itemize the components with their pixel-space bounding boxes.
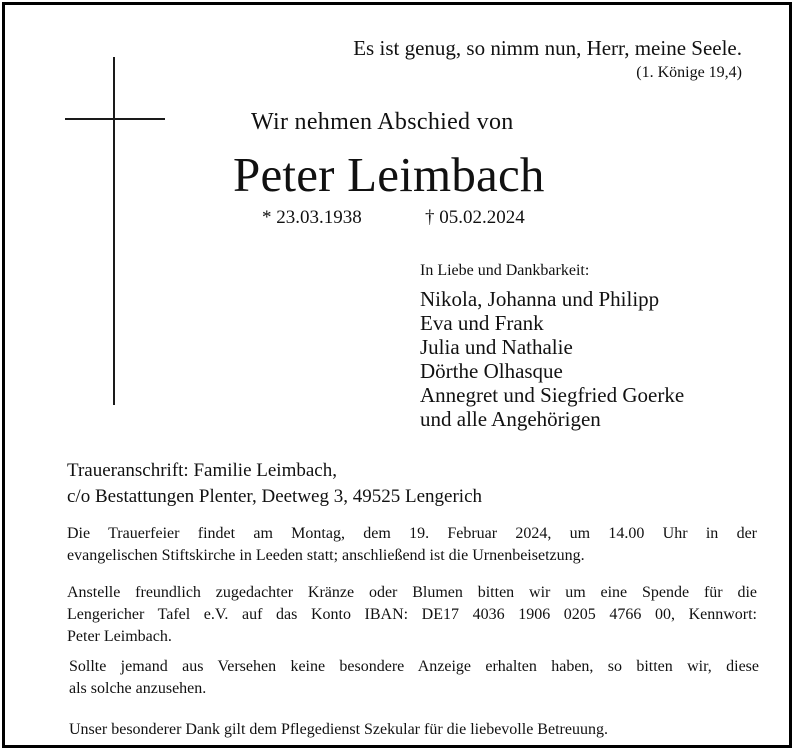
mourning-address — [67, 458, 482, 510]
donation-paragraph — [67, 582, 757, 648]
notice-paragraph — [69, 656, 759, 700]
deceased-name: Peter Leimbach — [233, 147, 545, 202]
mourner-entry: Dörthe Olhasque — [420, 359, 563, 383]
cross-icon-vertical — [113, 57, 115, 405]
farewell-intro: Wir nehmen Abschied von — [251, 109, 514, 135]
mourner-entry: und alle Angehörigen — [420, 407, 601, 431]
cross-icon-horizontal — [65, 118, 165, 120]
paragraph-line: Peter Leimbach. — [67, 628, 172, 645]
paragraph-line: Lengericher Tafel e.V. auf das Konto IBAN: DE17 4036 1906 0205 4766 00, Kennwort: — [67, 606, 757, 623]
paragraph-line: Sollte jemand aus Versehen keine besondere Anzeige erhalten haben, so bitten wir, diese — [69, 658, 759, 675]
mourner-entry: Annegret und Siegfried Goerke — [420, 383, 685, 407]
address-line: c/o Bestattungen Plenter, Deetweg 3, 49525 Lengerich — [67, 486, 483, 507]
bible-quote: Es ist genug, so nimm nun, Herr, meine Seele. — [353, 36, 742, 60]
paragraph-line: Anstelle freundlich zugedachter Kränze oder Blumen bitten wir um eine Spende für die — [67, 584, 757, 601]
birth-date: * 23.03.1938 — [262, 207, 362, 228]
paragraph-line: Die Trauerfeier findet am Montag, dem 19. Februar 2024, um 14.00 Uhr in der — [67, 525, 757, 542]
mourners-list — [420, 287, 684, 431]
death-date: † 05.02.2024 — [425, 207, 525, 228]
funeral-paragraph — [67, 523, 757, 567]
thanks-paragraph: Unser besonderer Dank gilt dem Pflegedienst Szekular für die liebevolle Betreuung. — [69, 721, 608, 738]
paragraph-line: evangelischen Stiftskirche in Leeden statt; anschließend ist die Urnenbeisetzung. — [67, 547, 585, 564]
mourner-entry: Nikola, Johanna und Philipp — [420, 287, 660, 311]
mourner-entry: Eva und Frank — [420, 311, 544, 335]
mourner-entry: Julia und Nathalie — [420, 335, 573, 359]
address-line: Traueranschrift: Familie Leimbach, — [67, 460, 337, 481]
paragraph-line: als solche anzusehen. — [69, 680, 207, 697]
bible-quote-reference: (1. Könige 19,4) — [636, 64, 742, 81]
mourners-heading: In Liebe und Dankbarkeit: — [420, 262, 590, 279]
obituary-notice — [2, 2, 792, 748]
